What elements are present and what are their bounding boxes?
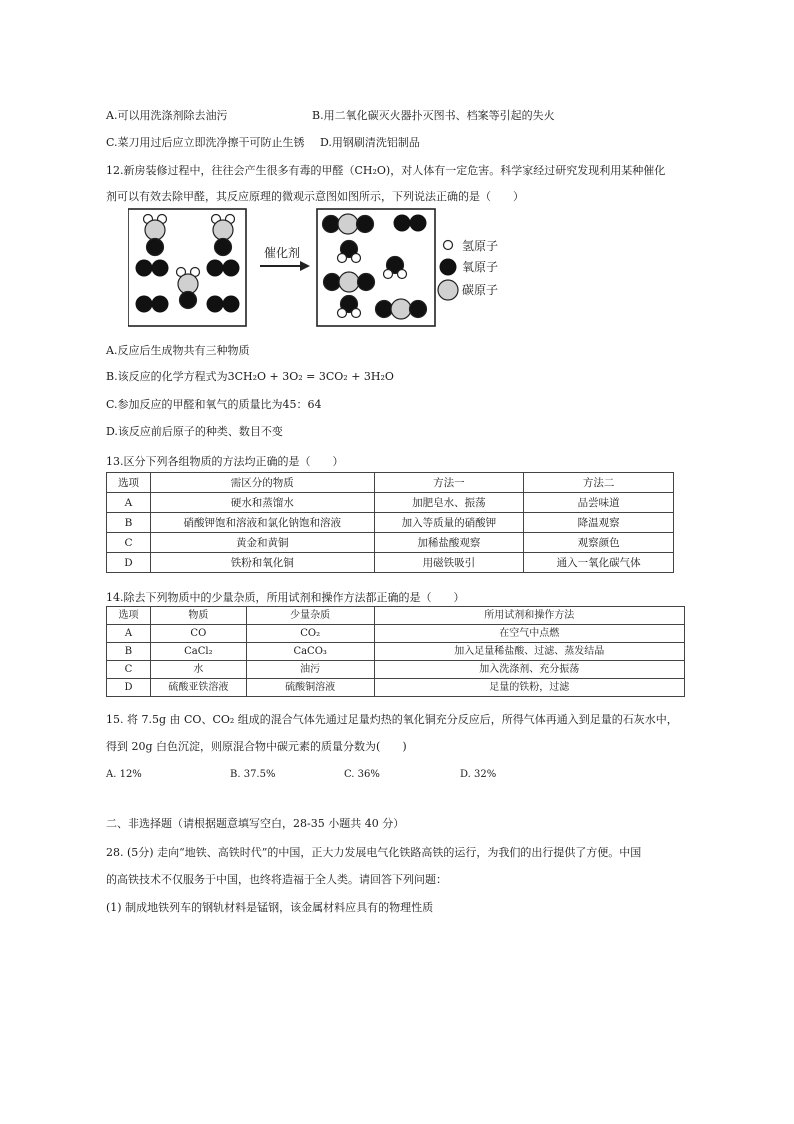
- table-cell: 足量的铁粉，过滤: [374, 679, 684, 697]
- table-cell: B: [107, 643, 151, 661]
- table-cell: 硫酸亚铁溶液: [150, 679, 246, 697]
- table-cell: 加入洗涤剂、充分振荡: [374, 661, 684, 679]
- oxygen-molecule: [207, 296, 240, 313]
- table-header-row: [107, 473, 674, 493]
- table-cell: 加肥皂水、振荡: [374, 493, 524, 513]
- table-cell: 水: [150, 661, 246, 679]
- carbon-dioxide-molecule: [323, 214, 374, 234]
- table-cell: CaCO₃: [246, 643, 374, 661]
- table-header-row: [107, 607, 685, 625]
- table-cell: CO: [150, 625, 246, 643]
- legend-carbon-label: 碳原子: [462, 283, 499, 297]
- carbon-dioxide-molecule: [324, 272, 375, 292]
- table-cell: 品尝味道: [524, 493, 674, 513]
- table-row: [107, 679, 685, 697]
- table-row: [107, 553, 674, 573]
- table-cell: 硫酸铜溶液: [246, 679, 374, 697]
- oxygen-molecule: [136, 260, 169, 277]
- section-heading: 二、非选择题（请根据题意填写空白，28-35 小题共 40 分）: [106, 817, 405, 830]
- q15-option-b: B. 37.5%: [230, 769, 276, 780]
- legend-oxygen-label: 氧原子: [462, 260, 499, 274]
- q12-option-c: C.参加反应的甲醛和氧气的质量比为45：64: [106, 398, 322, 411]
- q14-table: [106, 606, 685, 697]
- water-molecule: [338, 296, 361, 318]
- q12-stem-line1: 12.新房装修过程中，往往会产生很多有毒的甲醛（CH₂O)，对人体有一定危害。科学家经过研究发现利用某种催化: [106, 164, 666, 177]
- table-header-cell: 方法一: [374, 473, 524, 493]
- table-header-cell: 物质: [150, 607, 246, 625]
- table-row: [107, 533, 674, 553]
- q12-option-d: D.该反应前后原子的种类、数目不变: [106, 425, 283, 438]
- oxygen-molecule: [207, 260, 240, 277]
- table-cell: 硝酸钾饱和溶液和氯化钠饱和溶液: [150, 513, 374, 533]
- q15-option-a: A. 12%: [106, 769, 142, 780]
- table-header-cell: 选项: [107, 473, 151, 493]
- table-cell: 油污: [246, 661, 374, 679]
- oxygen-atom-legend-icon: [440, 259, 457, 276]
- table-row: [107, 643, 685, 661]
- table-cell: D: [107, 679, 151, 697]
- table-cell: CaCl₂: [150, 643, 246, 661]
- formaldehyde-molecule: [177, 268, 200, 309]
- oxygen-molecule: [394, 215, 427, 232]
- q13-stem: 13.区分下列各组物质的方法均正确的是（ ）: [106, 455, 344, 468]
- formaldehyde-molecule: [144, 215, 167, 256]
- table-cell: D: [107, 553, 151, 573]
- table-row: [107, 493, 674, 513]
- carbon-atom-legend-icon: [438, 280, 458, 300]
- arrow-head: [300, 261, 310, 271]
- q14-stem: 14.除去下列物质中的少量杂质，所用试剂和操作方法都正确的是（ ）: [106, 591, 465, 604]
- table-row: [107, 625, 685, 643]
- table-cell: 在空气中点燃: [374, 625, 684, 643]
- table-row: [107, 513, 674, 533]
- table-row: [107, 661, 685, 679]
- table-cell: 观察颜色: [524, 533, 674, 553]
- water-molecule: [338, 241, 361, 263]
- q28-stem-line2: 的高铁技术不仅服务于中国，也终将造福于全人类。请回答下列问题：: [106, 873, 447, 886]
- table-cell: 降温观察: [524, 513, 674, 533]
- table-cell: B: [107, 513, 151, 533]
- table-cell: 黄金和黄铜: [150, 533, 374, 553]
- water-molecule: [384, 257, 407, 279]
- table-header-cell: 需区分的物质: [150, 473, 374, 493]
- q12-option-a: A.反应后生成物共有三种物质: [106, 344, 250, 357]
- table-cell: A: [107, 625, 151, 643]
- q11-option-c: C.菜刀用过后应立即洗净擦干可防止生锈: [106, 136, 305, 149]
- table-cell: C: [107, 661, 151, 679]
- q15-stem-line1: 15. 将 7.5g 由 CO、CO₂ 组成的混合气体先通过足量灼热的氧化铜充分反应后，所得气体再通入到足量的石灰水中，: [106, 713, 678, 726]
- formaldehyde-molecule: [212, 215, 235, 256]
- q15-option-c: C. 36%: [344, 769, 380, 780]
- table-cell: 加入等质量的硝酸钾: [374, 513, 524, 533]
- q12-stem-line2: 剂可以有效去除甲醛，其反应原理的微观示意图如图所示，下列说法正确的是（ ）: [106, 190, 524, 203]
- table-header-cell: 所用试剂和操作方法: [374, 607, 684, 625]
- hydrogen-atom-legend-icon: [444, 241, 453, 250]
- table-cell: 用磁铁吸引: [374, 553, 524, 573]
- legend-hydrogen-label: 氢原子: [462, 239, 499, 253]
- table-header-cell: 选项: [107, 607, 151, 625]
- oxygen-molecule: [136, 296, 169, 313]
- q11-option-b: B.用二氧化碳灭火器扑灭图书、档案等引起的失火: [312, 109, 555, 122]
- q11-option-d: D.用钢刷清洗铝制品: [320, 136, 420, 149]
- q15-stem-line2: 得到 20g 白色沉淀，则原混合物中碳元素的质量分数为( ): [106, 740, 407, 753]
- q12-option-b: B.该反应的化学方程式为3CH₂O + 3O₂ = 3CO₂ + 3H₂O: [106, 370, 394, 383]
- table-header-cell: 方法二: [524, 473, 674, 493]
- table-cell: 硬水和蒸馏水: [150, 493, 374, 513]
- table-cell: 通入一氧化碳气体: [524, 553, 674, 573]
- catalyst-label: 催化剂: [264, 246, 301, 260]
- q11-option-a: A.可以用洗涤剂除去油污: [106, 109, 228, 122]
- table-cell: 铁粉和氧化铜: [150, 553, 374, 573]
- table-header-cell: 少量杂质: [246, 607, 374, 625]
- q15-option-d: D. 32%: [460, 769, 497, 780]
- q28-sub-question-1: (1) 制成地铁列车的钢轨材料是锰钢，该金属材料应具有的物理性质: [106, 901, 434, 914]
- table-cell: A: [107, 493, 151, 513]
- q13-table: [106, 472, 674, 573]
- q28-stem-line1: 28. (5分) 走向“地铁、高铁时代”的中国，正大力发展电气化铁路高铁的运行，为我们的出行提供了方便。中国: [106, 846, 642, 859]
- table-cell: C: [107, 533, 151, 553]
- table-cell: CO₂: [246, 625, 374, 643]
- table-cell: 加稀盐酸观察: [374, 533, 524, 553]
- carbon-dioxide-molecule: [376, 299, 427, 319]
- table-cell: 加入足量稀盐酸、过滤、蒸发结晶: [374, 643, 684, 661]
